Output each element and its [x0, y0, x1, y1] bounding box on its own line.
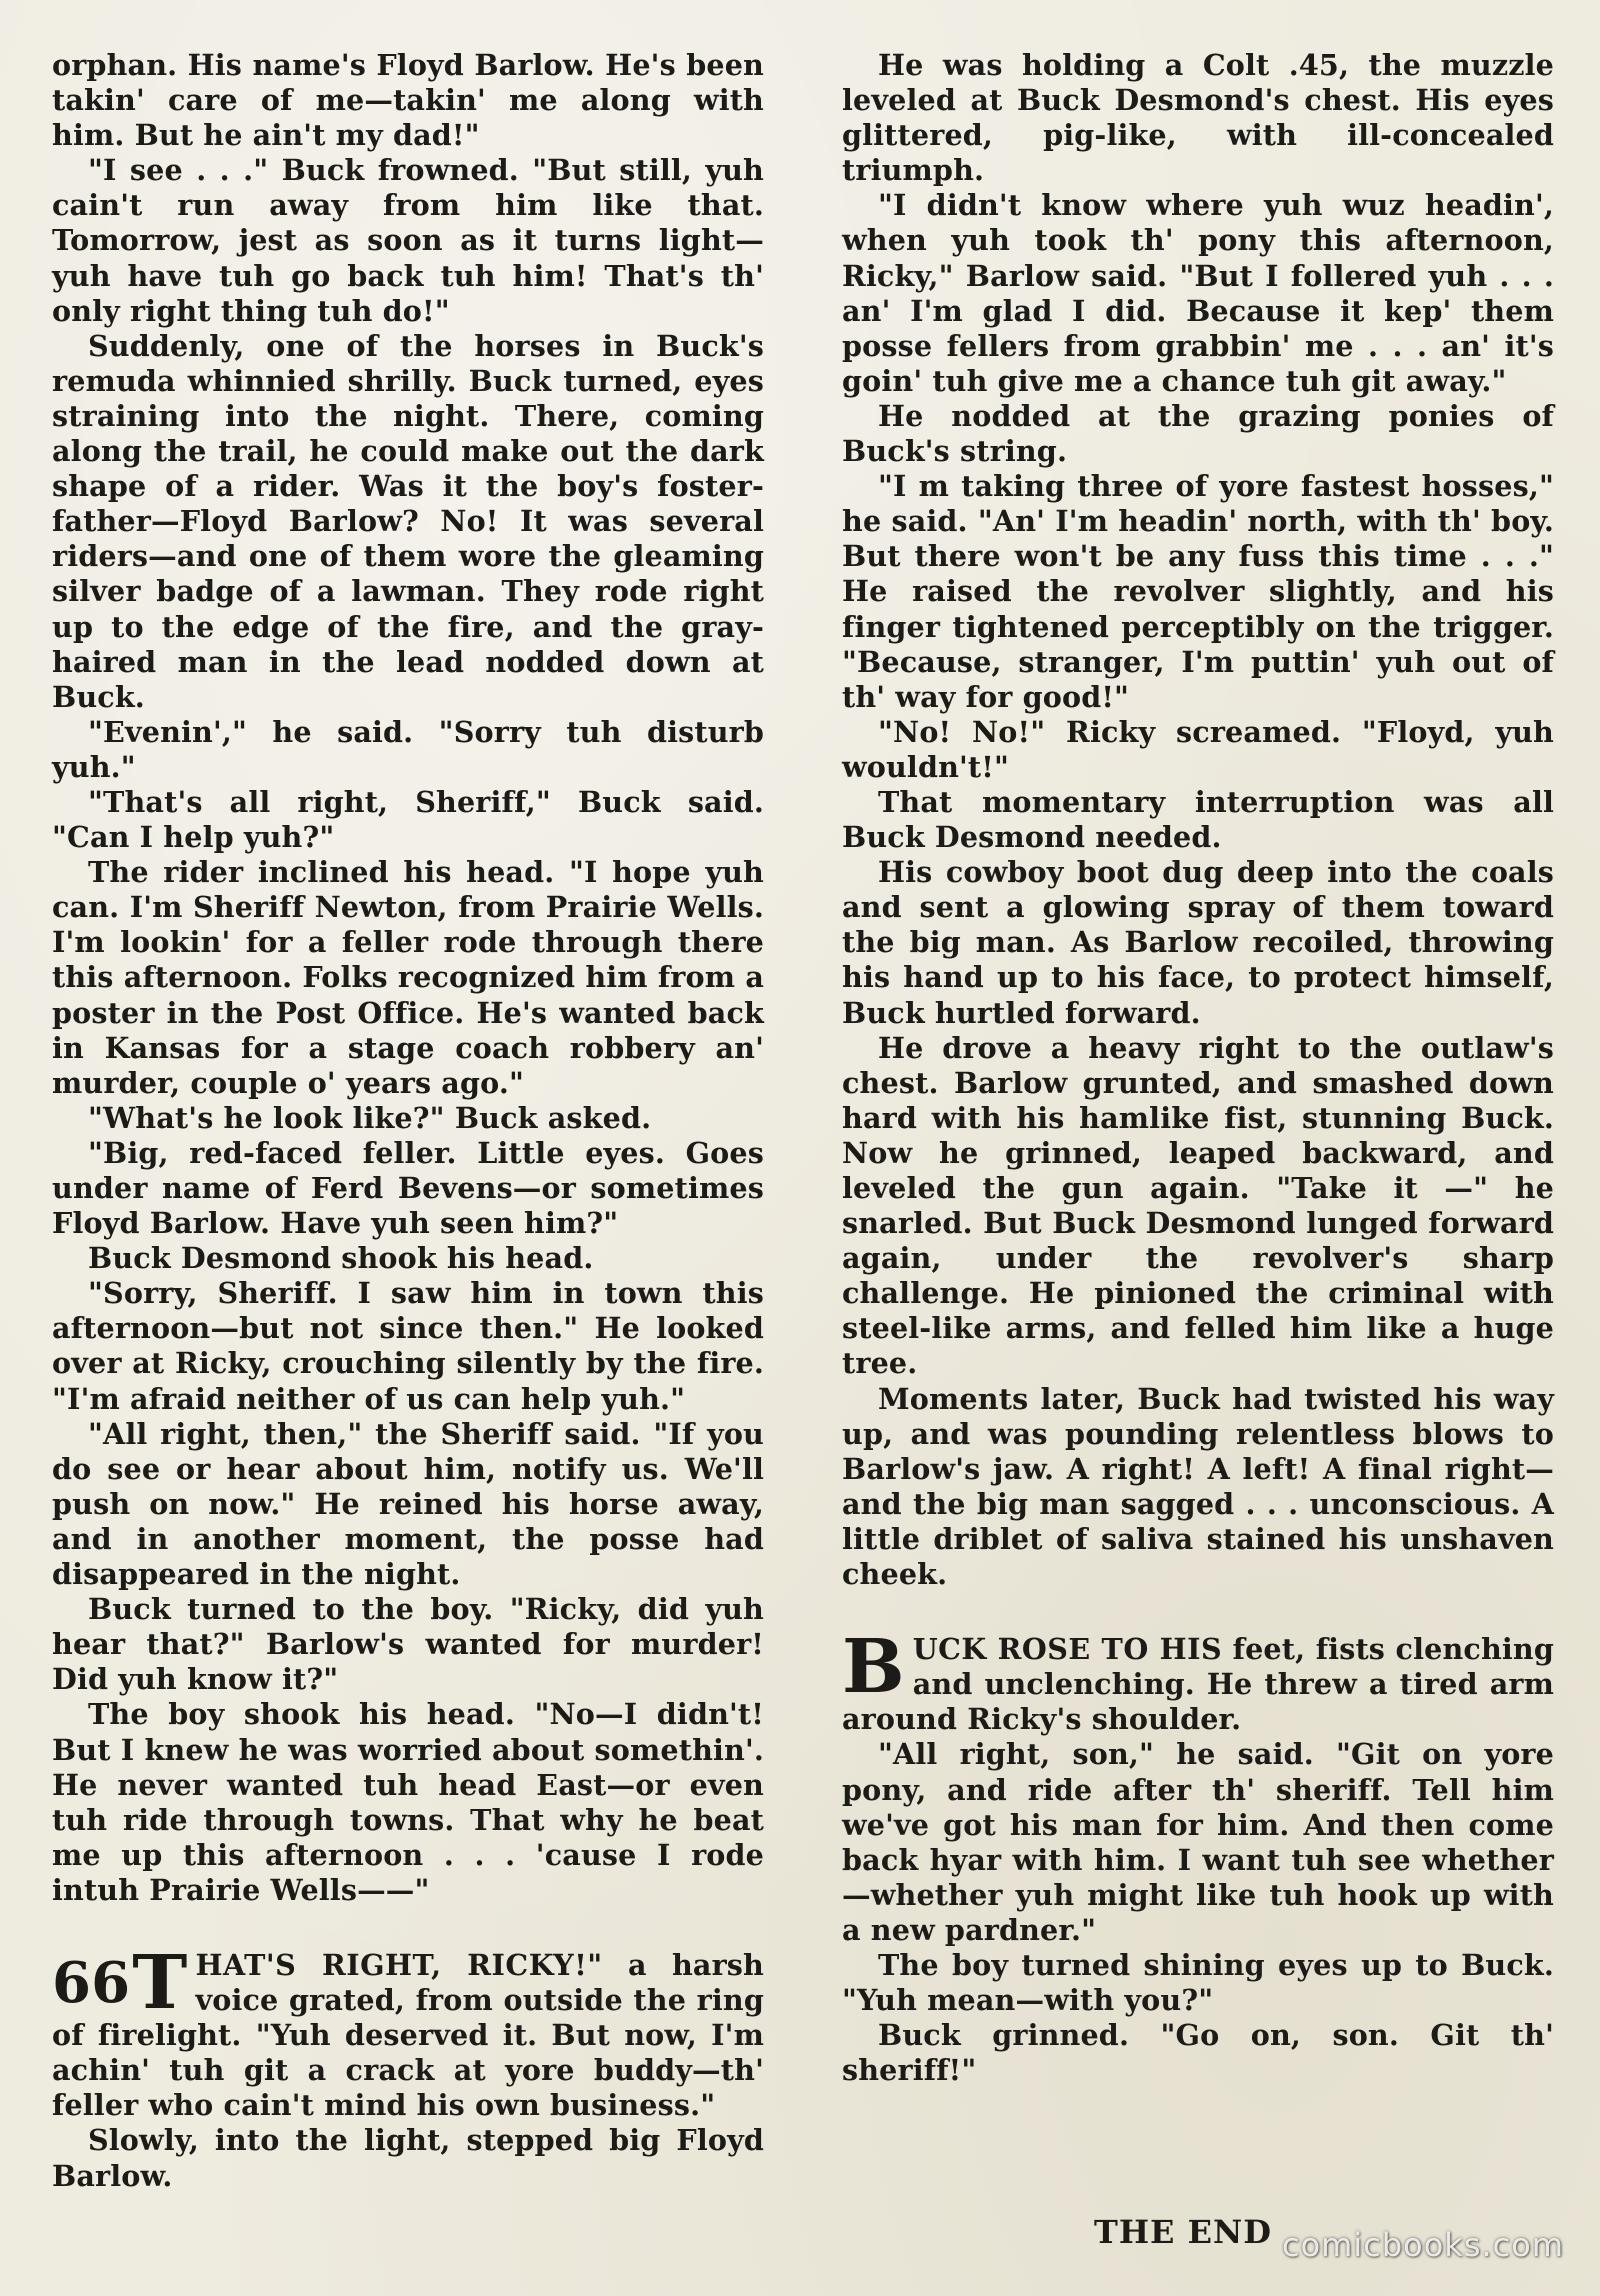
paragraph: "All right, then," the Sheriff said. "If you do see or hear about him, notify us. We'll push on now." He reined his horse away, and in another moment, the posse had disappeared in the night. [52, 1416, 764, 1592]
paragraph: "No! No!" Ricky screamed. "Floyd, yuh wouldn't!" [842, 714, 1554, 784]
section-text: a harsh voice grated, from outside the ring of firelight. "Yuh deserved it. But now, I'm achin' tuh git a crack at yore buddy—th' feller who cain't mind his own business." [52, 1947, 764, 2123]
paragraph: "All right, son," he said. "Git on yore pony, and ride after th' sheriff. Tell him we've got his man for him. And then come back hyar with him. I want tuh see whether—whether yuh might like tuh hook up with a new pardner." [842, 1737, 1554, 1947]
drop-cap: T [132, 1939, 188, 2026]
opening-quote-mark: 66 [52, 1949, 131, 2016]
paragraph: "Big, red-faced feller. Little eyes. Goes under name of Ferd Bevens—or sometimes Floyd Barlow. Have yuh seen him?" [52, 1135, 764, 1241]
paragraph: Buck turned to the boy. "Ricky, did yuh hear that?" Barlow's wanted for murder! Did yuh know it?" [52, 1592, 764, 1697]
paragraph: "That's all right, Sheriff," Buck said. "Can I help yuh?" [52, 784, 764, 855]
drop-cap: B [842, 1624, 905, 1711]
left-column [52, 48, 764, 2194]
paragraph: The boy shook his head. "No—I didn't! But I knew he was worried about somethin'. He never wanted tuh head East—or even tuh ride through towns. That why he beat me up this afternoon . . . 'cause I rode intuh Prairie Wells——" [52, 1697, 764, 1907]
section-text: feet, fists clenching and unclenching. He threw a tired arm around Ricky's shoulder. [842, 1632, 1554, 1737]
paragraph: He drove a heavy right to the outlaw's chest. Barlow grunted, and smashed down hard with his hamlike fist, stunning Buck. Now he grinned, leaped backward, and leveled the gun again. "Take it —" he snarled. But Buck Desmond lunged forward again, under the revolver's sharp challenge. He pinioned the criminal with steel-like arms, and felled him like a huge tree. [842, 1030, 1554, 1381]
paragraph: "Evenin'," he said. "Sorry tuh disturb yuh." [52, 714, 764, 784]
the-end-label: THE END [1094, 2213, 1272, 2251]
paragraph: "I see . . ." Buck frowned. "But still, yuh cain't run away from him like that. Tomorrow, jest as soon as it turns light—yuh have tuh go back tuh him! That's th' only right thing tuh do!" [52, 153, 764, 328]
paragraph: Moments later, Buck had twisted his way up, and was pounding relentless blows to Barlow's jaw. A right! A left! A final right—and the big man sagged . . . unconscious. A little driblet of saliva stained his unshaven cheek. [842, 1381, 1554, 1592]
paragraph: He was holding a Colt .45, the muzzle leveled at Buck Desmond's chest. His eyes glittered, pig-like, with ill-concealed triumph. [842, 48, 1554, 188]
paragraph: "I m taking three of yore fastest hosses," he said. "An' I'm headin' north, with th' boy. But there won't be any fuss this time . . ." He raised the revolver slightly, and his finger tightened perceptibly on the trigger. "Because, stranger, I'm puttin' yuh out of th' way for good!" [842, 469, 1554, 714]
section-opening-paragraph [52, 1939, 764, 2123]
site-watermark: comicbooks.com [1281, 2226, 1564, 2264]
paragraph: Slowly, into the light, stepped big Floyd Barlow. [52, 2123, 764, 2193]
paragraph: The boy turned shining eyes up to Buck. "Yuh mean—with you?" [842, 1947, 1554, 2018]
paragraph: That momentary interruption was all Buck Desmond needed. [842, 784, 1554, 855]
paragraph: Buck Desmond shook his head. [88, 1241, 594, 1276]
paragraph: Suddenly, one of the horses in Buck's remuda whinnied shrilly. Buck turned, eyes straining into the night. There, coming along the trail, he could make out the dark shape of a rider. Was it the boy's foster-father—Floyd Barlow? No! It was several riders—and one of them wore the gleaming silver badge of a lawman. They rode right up to the edge of the fire, and the gray-haired man in the lead nodded down at Buck. [52, 328, 764, 714]
right-column [842, 48, 1554, 2088]
section-lead-in: UCK ROSE TO HIS [912, 1632, 1223, 1667]
paragraph: "I didn't know where yuh wuz headin', when yuh took th' pony this afternoon, Ricky," Barlow said. "But I follered yuh . . . an' I'm glad I did. Because it kep' them posse fellers from grabbin' me . . . an' it's goin' tuh give me a chance tuh git away." [842, 188, 1554, 398]
paragraph: "What's he look like?" Buck asked. [88, 1100, 652, 1135]
paragraph: orphan. His name's Floyd Barlow. He's been takin' care of me—takin' me along with him. But he ain't my dad!" [52, 48, 764, 153]
section-lead-in: HAT'S RIGHT, RICKY!" [195, 1947, 603, 1982]
paragraph: Buck grinned. "Go on, son. Git th' sheriff!" [842, 2018, 1554, 2088]
paragraph: The rider inclined his head. "I hope yuh can. I'm Sheriff Newton, from Prairie Wells. I'm lookin' for a feller rode through there this afternoon. Folks recognized him from a poster in the Post Office. He's wanted back in Kansas for a stage coach robbery an' murder, couple o' years ago." [52, 855, 764, 1100]
paragraph: His cowboy boot dug deep into the coals and sent a glowing spray of them toward the big man. As Barlow recoiled, throwing his hand up to his face, to protect himself, Buck hurtled forward. [842, 855, 1554, 1030]
paragraph: He nodded at the grazing ponies of Buck's string. [842, 398, 1554, 469]
paragraph: "Sorry, Sheriff. I saw him in town this afternoon—but not since then." He looked over at Ricky, crouching silently by the fire. "I'm afraid neither of us can help yuh." [52, 1276, 764, 1416]
section-opening-paragraph [842, 1624, 1554, 1737]
